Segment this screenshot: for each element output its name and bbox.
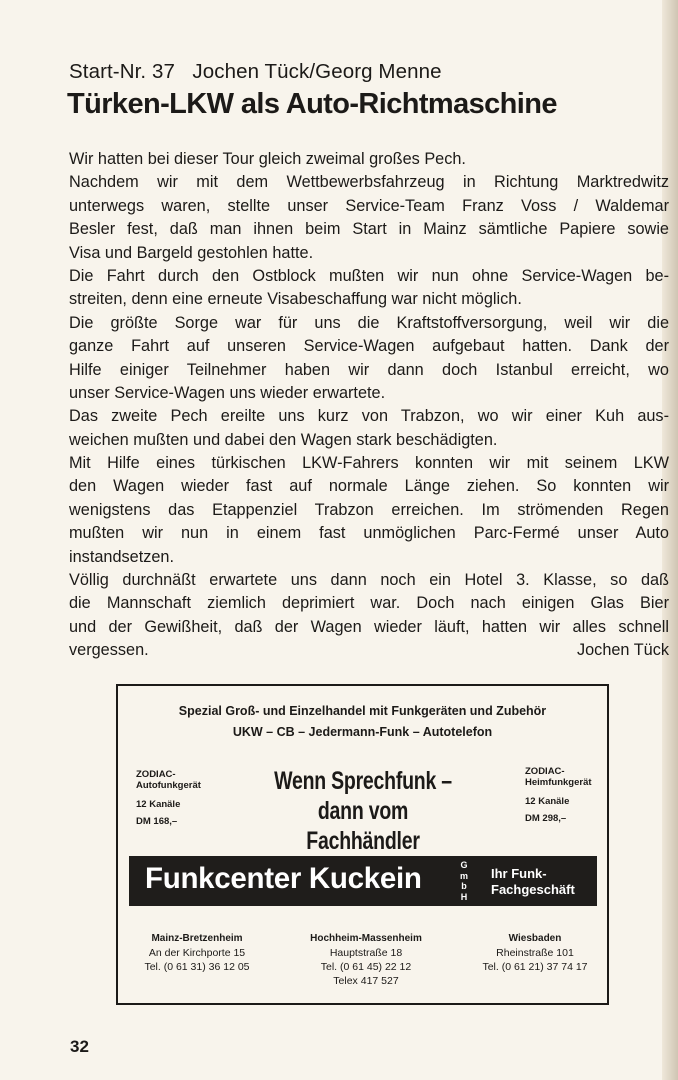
body-line: die Mannschaft ziemlich deprimiert war. Doch nach einigen Glas Bier <box>69 594 669 613</box>
body-line: unterwegs waren, stellte unser Service-Team Franz Voss / Waldemar <box>69 196 669 215</box>
body-line: Visa und Bargeld gestohlen hatte. <box>69 243 314 262</box>
body-line: Die Fahrt durch den Ostblock mußten wir nun ohne Service-Wagen be- <box>69 266 669 285</box>
body-line: mußten wir nun in einem fast unmöglichen Parc-Fermé unser Auto <box>69 524 669 543</box>
body-line: unser Service-Wagen uns wieder erwartete. <box>69 383 386 402</box>
body-line: Das zweite Pech ereilte uns kurz von Trabzon, wo wir einer Kuh aus- <box>69 407 669 426</box>
address-block: Mainz-Bretzenheim An der Kirchporte 15 Tel. (0 61 31) 36 12 05 <box>144 933 250 973</box>
body-line: Völlig durchnäßt erwartete uns dann noch ein Hotel 3. Klasse, so daß <box>69 571 669 590</box>
advertisement <box>116 684 609 1005</box>
address-block: Hochheim-Massenheim Hauptstraße 18 Tel. (0 61 45) 22 12 Telex 417 527 <box>310 933 422 987</box>
ad-product-line: UKW – CB – Jedermann-Funk – Autotelefon <box>232 725 493 739</box>
page-number: 32 <box>70 1037 89 1056</box>
body-line: Hilfe einiger Teilnehmer haben wir dann doch Istanbul erreicht, wo <box>69 360 669 379</box>
body-line: weichen mußten und dabei den Wagen stark beschädigten. <box>69 430 498 449</box>
article-subtitle: Start-Nr. 37 Jochen Tück/Georg Menne <box>69 60 442 83</box>
body-line: den Wagen wieder fast auf normale Länge ziehen. So konnten wir <box>69 477 669 496</box>
article-body <box>69 148 669 663</box>
body-line: Nachdem wir mit dem Wettbewerbsfahrzeug in Richtung Marktredwitz <box>69 173 669 192</box>
ad-offer-right: ZODIAC- Heimfunkgerät 12 Kanäle DM 298,– <box>525 766 592 824</box>
body-line: Die größte Sorge war für uns die Kraftstoffversorgung, weil wir die <box>69 313 669 332</box>
address-block: Wiesbaden Rheinstraße 101 Tel. (0 61 21) 37 74 17 <box>482 933 588 973</box>
ad-headline: Spezial Groß- und Einzelhandel mit Funkgeräten und Zubehör <box>178 704 547 718</box>
body-line: vergessen. <box>69 641 149 660</box>
ad-brand-banner <box>129 856 597 906</box>
body-line: und der Gewißheit, daß der Wagen wieder läuft, hatten wir alles schnell <box>69 617 669 636</box>
body-last-row <box>69 639 669 662</box>
ad-offer-left: ZODIAC- Autofunkgerät 12 Kanäle DM 168,– <box>136 769 201 827</box>
body-line: instandsetzen. <box>69 547 174 566</box>
body-line: wenigstens das Etappenziel Trabzon erreichen. Im strömenden Regen <box>69 500 669 519</box>
article-title: Türken-LKW als Auto-Richtmaschine <box>67 88 557 120</box>
body-line: Besler fest, daß man ihnen beim Start in Mainz sämtliche Papiere sowie <box>69 220 669 239</box>
body-line: Wir hatten bei dieser Tour gleich zweimal großes Pech. <box>69 150 466 168</box>
author-signature: Jochen Tück <box>576 641 669 660</box>
body-line: Mit Hilfe eines türkischen LKW-Fahrers konnten wir mit seinem LKW <box>69 454 669 473</box>
body-line: ganze Fahrt auf unseren Service-Wagen aufgebaut hatten. Dank der <box>69 337 669 356</box>
ad-slogan: Wenn Sprechfunk – dann vom Fachhändler <box>274 767 452 855</box>
brand-tagline: Ihr Funk- Fachgeschäft <box>491 866 575 897</box>
brand-gmbh: G m b H <box>459 860 468 902</box>
brand-name: Funkcenter Kuckein <box>145 862 422 895</box>
body-line: streiten, denn eine erneute Visabeschaffung war nicht möglich. <box>69 290 522 309</box>
